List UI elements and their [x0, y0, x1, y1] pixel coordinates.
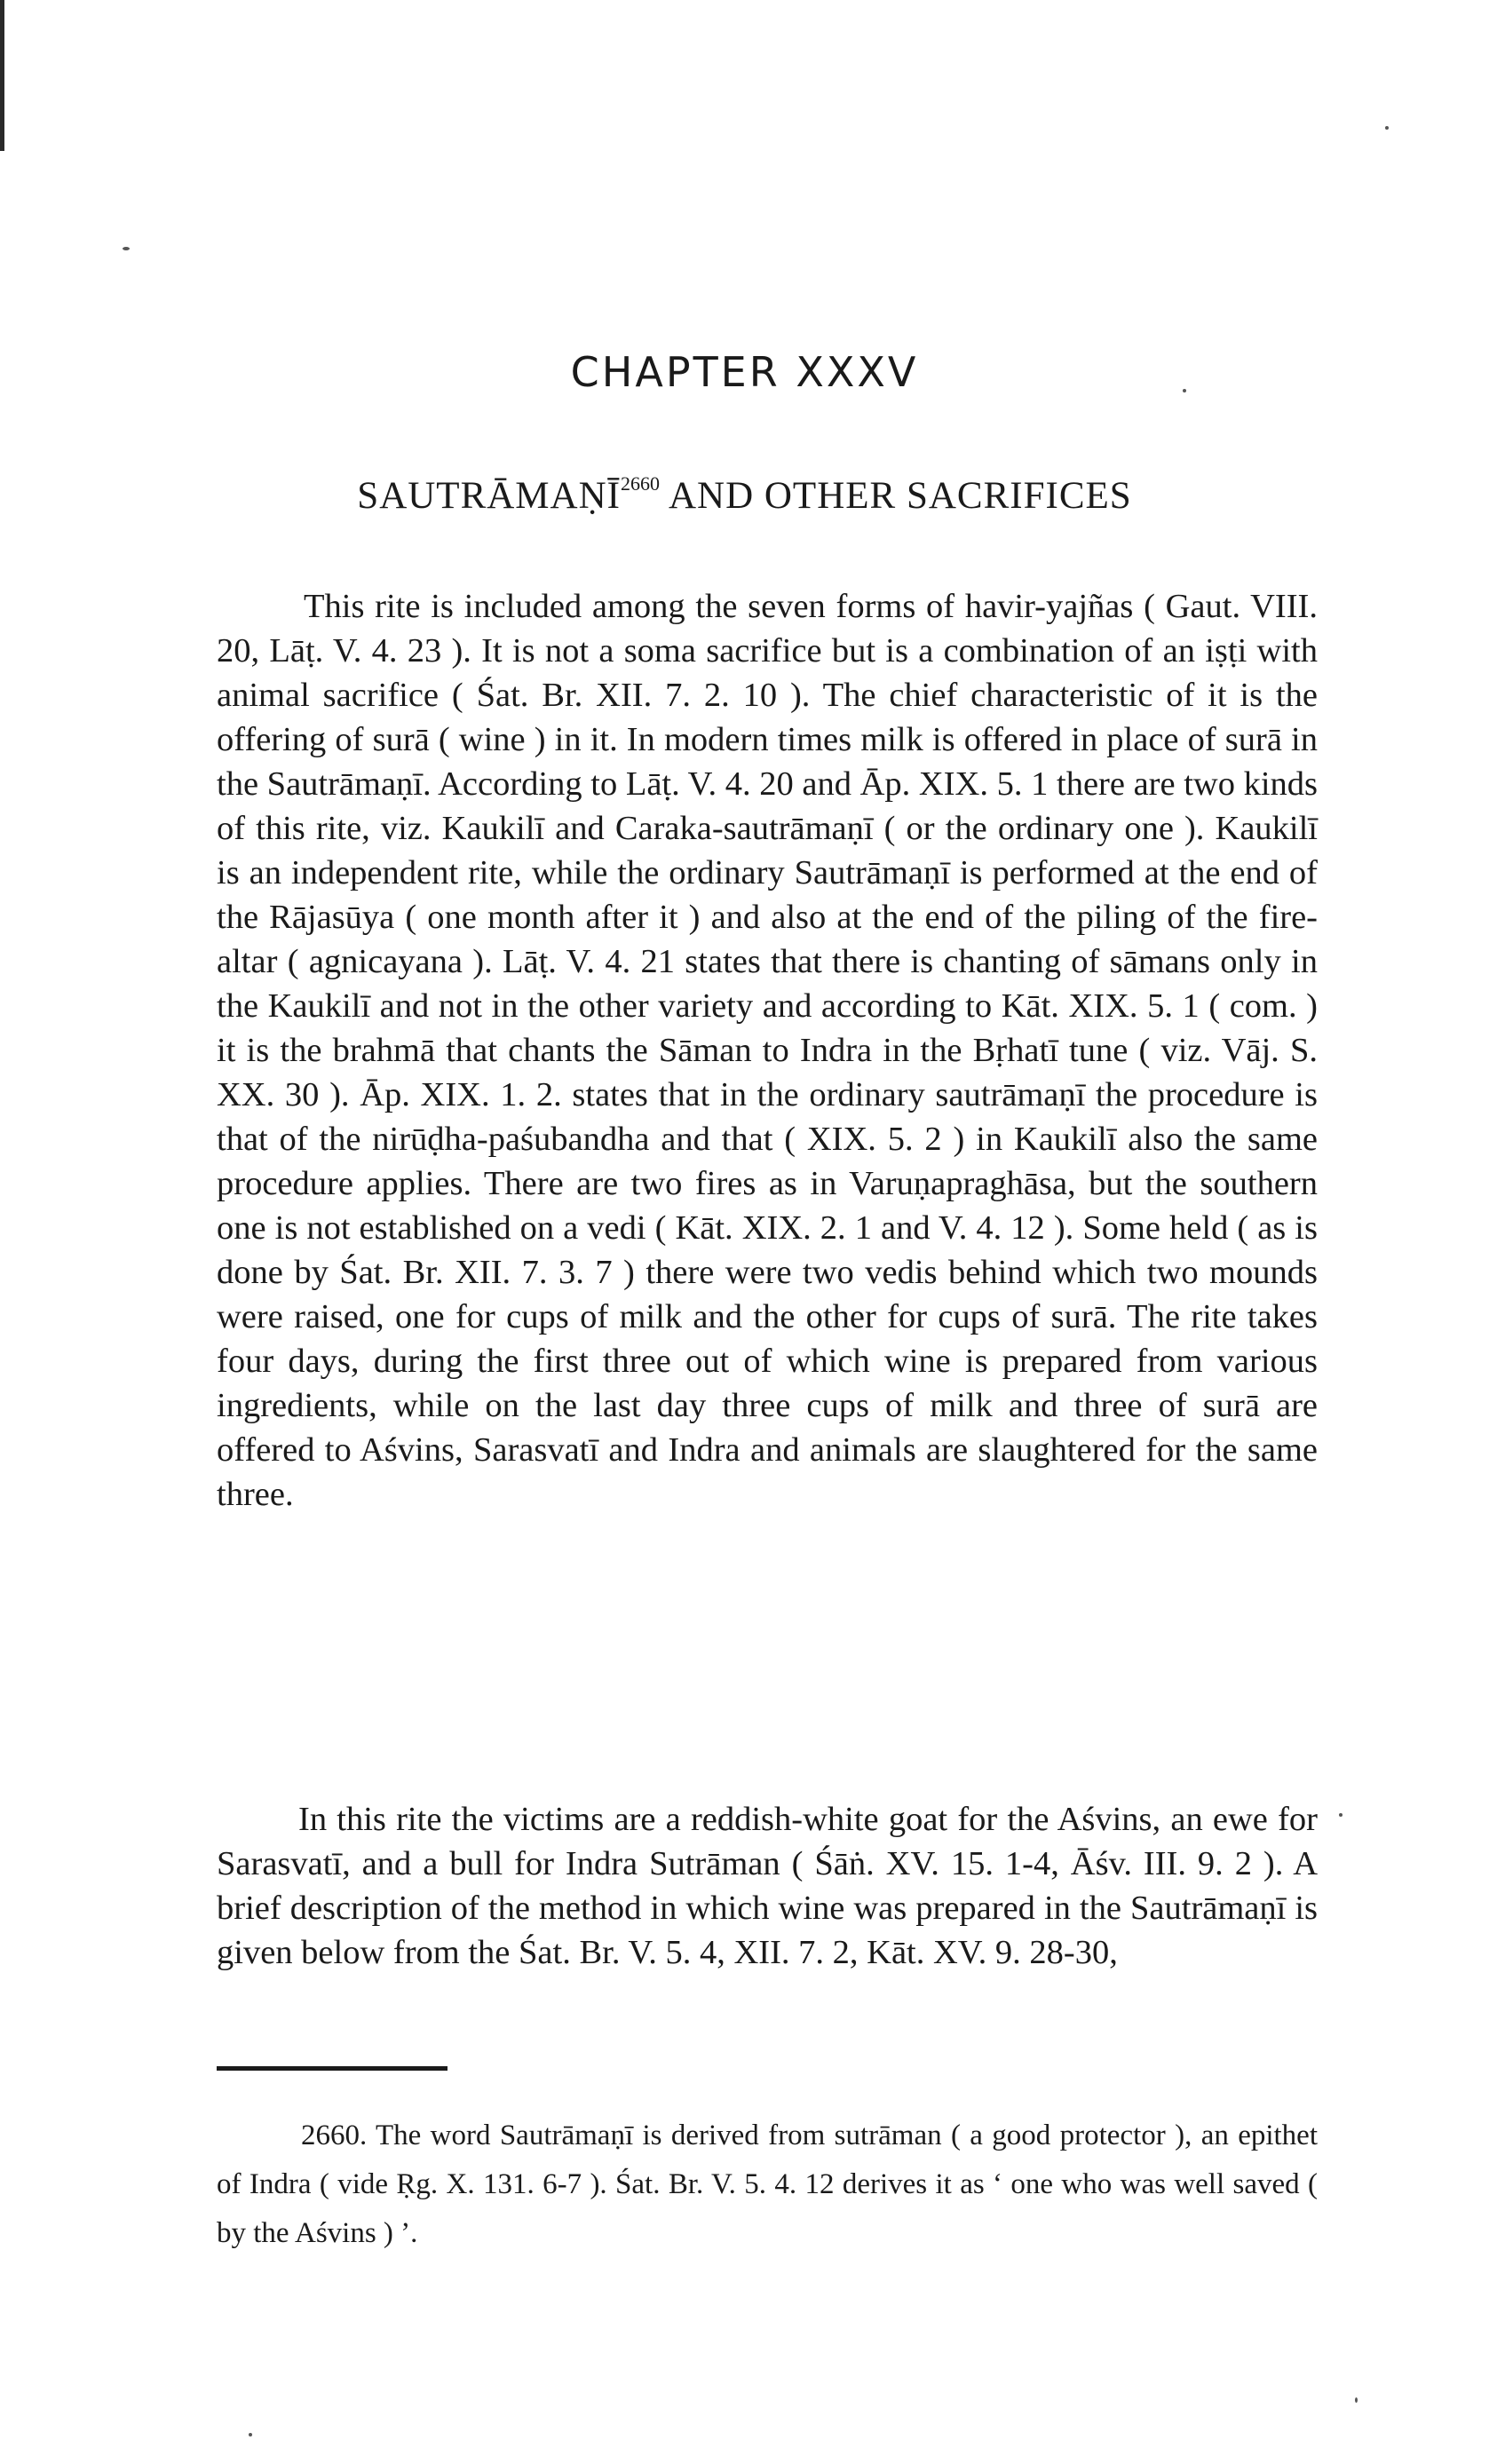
paragraph: In this rite the victims are a reddish-white goat for the Aśvins, an ewe for Sarasvatī, and a bull for Indra Sutrāman ( Śāṅ. XV. 15. 1-4, Āśv. III. 9. 2 ). A brief description of the method in which wine was prepared in the Sautrāmaṇī is given below from the Śat. Br. V. 5. 4, XII. 7. 2, Kāt. XV. 9. 28-30, [217, 1801, 1318, 1971]
chapter-title [0, 472, 1489, 518]
chapter-heading: CHAPTER XXXV [570, 348, 919, 396]
chapter-title-rest: AND OTHER SACRIFICES [668, 475, 1132, 517]
scan-speck [1339, 1813, 1342, 1817]
scan-speck [249, 2433, 252, 2436]
footnote-divider [217, 2066, 447, 2071]
footnote: 2660. The word Sautrāmaṇī is derived from sutrāman ( a good protector ), an epithet of Indra ( vide Ṛg. X. 131. 6-7 ). Śat. Br. V. 5. 4. 12 derives it as ‘ one who was well saved ( by the Aśvins ) ’. [217, 2119, 1318, 2249]
binding-edge [0, 0, 4, 151]
scan-speck [1355, 2397, 1358, 2403]
chapter-title-main: SAUTRĀMAṆĪ [357, 475, 621, 517]
scan-speck [123, 247, 130, 250]
paragraph: This rite is included among the seven forms of havir-yajñas ( Gaut. VIII. 20, Lāṭ. V. 4. 23 ). It is not a soma sacrifice but is a combination of an iṣṭi with animal sacrifice ( Śat. Br. XII. 7. 2. 10 ). The chief characteristic of it is the offering of surā ( wine ) in it. In modern times milk is offered in place of surā in the Sautrāmaṇī. According to Lāṭ. V. 4. 20 and Āp. XIX. 5. 1 there are two kinds of this rite, viz. Kaukilī and Caraka-sautrāmaṇī ( or the ordinary one ). Kaukilī is an independent rite, while the ordinary Sautrāmaṇī is performed at the end of the Rājasūya ( one month after it ) and also at the end of the piling of the fire-altar ( agnicayana ). Lāṭ. V. 4. 21 states that there is chanting of sāmans only in the Kaukilī and not in the other variety and according to Kāt. XIX. 5. 1 ( com. ) it is the brahmā that chants the Sāman to Indra in the Bṛhatī tune ( viz. Vāj. S. XX. 30 ). Āp. XIX. 1. 2. states that in the ordinary sautrāmaṇī the procedure is that of the nirūḍha-paśubandha and that ( XIX. 5. 2 ) in Kaukilī also the same procedure applies. There are two fires as in Varuṇapraghāsa, but the southern one is not established on a vedi ( Kāt. XIX. 2. 1 and V. 4. 12 ). Some held ( as is done by Śat. Br. XII. 7. 3. 7 ) there were two vedis behind which two mounds were raised, one for cups of milk and the other for cups of surā. The rite takes four days, during the first three out of which wine is prepared from various ingredients, while on the last day three cups of milk and three of surā are offered to Aśvins, Sarasvatī and Indra and animals are slaughtered for the same three. [217, 588, 1318, 1513]
footnote-reference[interactable]: 2660 [620, 472, 660, 495]
scan-speck [1385, 126, 1389, 130]
